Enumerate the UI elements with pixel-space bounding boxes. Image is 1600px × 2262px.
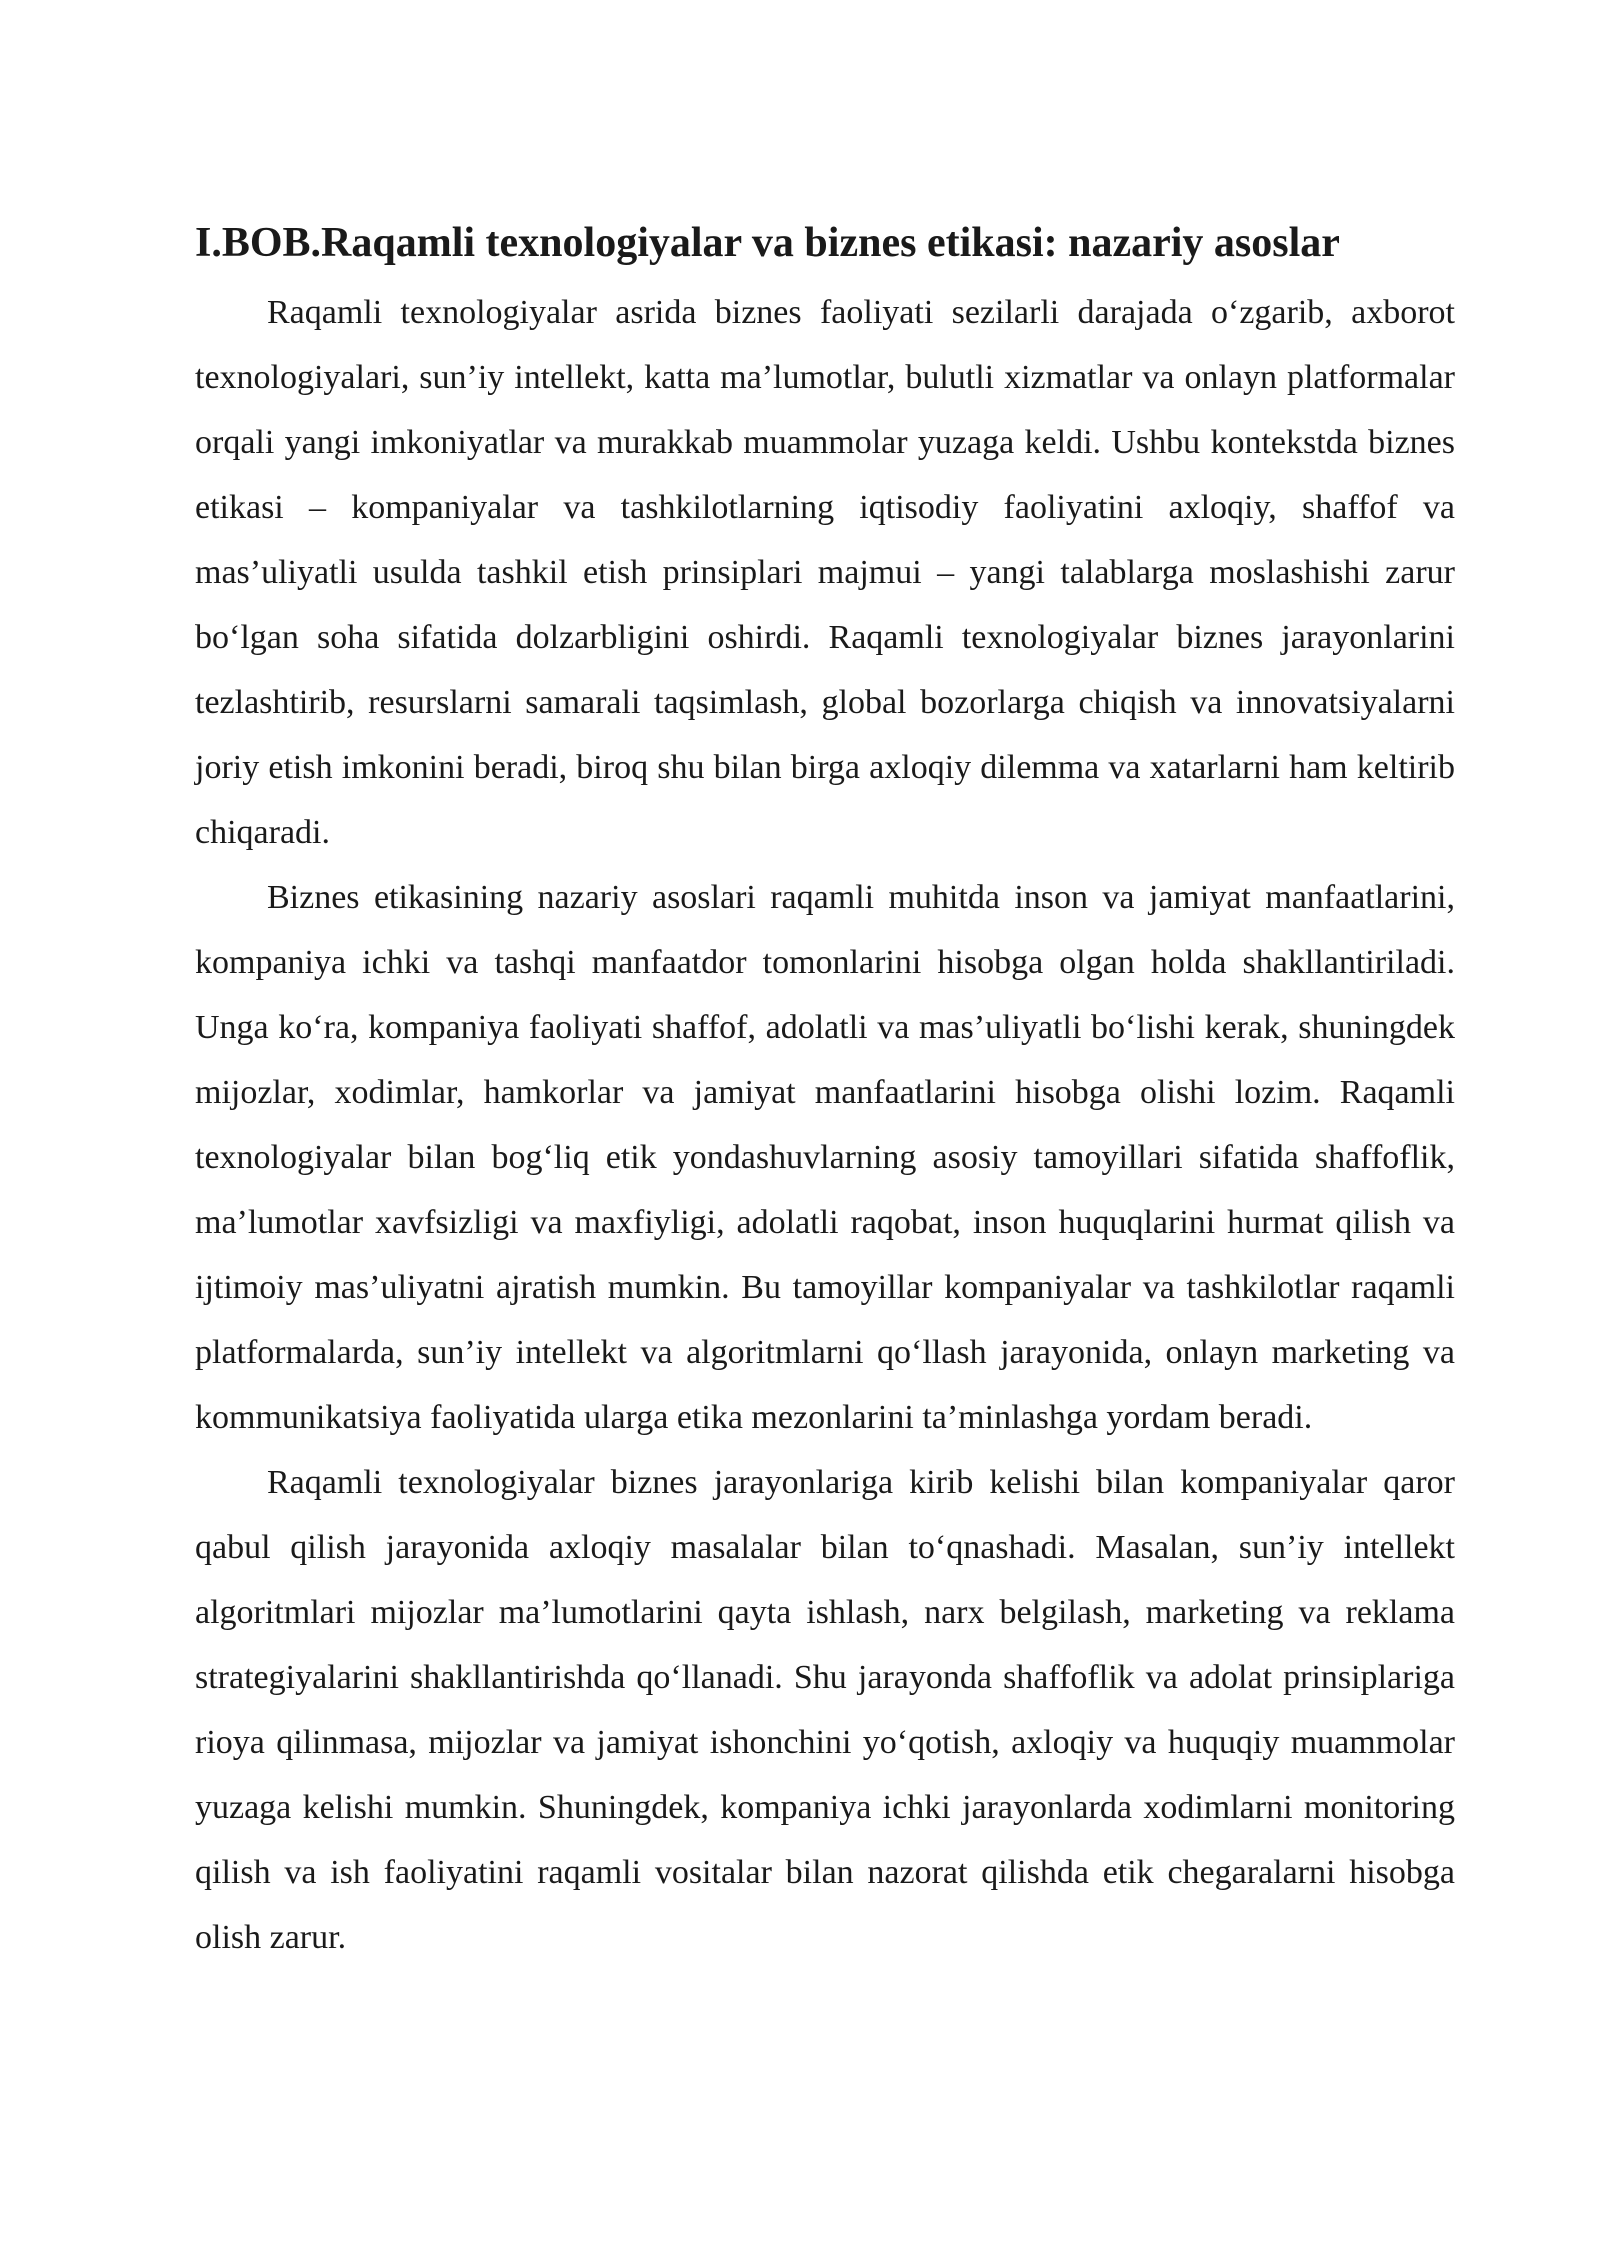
paragraph-1: Raqamli texnologiyalar asrida biznes faoliyati sezilarli darajada o‘zgarib, axborot texnologiyalari, sun’iy intellekt, katta ma’lumotlar, bulutli xizmatlar va onlayn platformalar orqali yangi imkoniyatlar va murakkab muammolar yuzaga keldi. Ushbu kontekstda biznes etikasi – kompaniyalar va tashkilotlarning iqtisodiy faoliyatini axloqiy, shaffof va mas’uliyatli usulda tashkil etish prinsiplari majmui – yangi talablarga moslashishi zarur bo‘lgan soha sifatida dolzarbligini oshirdi. Raqamli texnologiyalar biznes jarayonlarini tezlashtirib, resurslarni samarali taqsimlash, global bozorlarga chiqish va innovatsiyalarni joriy etish imkonini beradi, biroq shu bilan birga axloqiy dilemma va xatarlarni ham keltirib chiqaradi. — [195, 294, 1455, 851]
document-body — [195, 212, 1455, 1970]
chapter-heading: I.BOB.Raqamli texnologiyalar va biznes etikasi: nazariy asoslar — [195, 220, 1340, 266]
paragraph-2: Biznes etikasining nazariy asoslari raqamli muhitda inson va jamiyat manfaatlarini, kompaniya ichki va tashqi manfaatdor tomonlarini hisobga olgan holda shakllantiriladi. Unga ko‘ra, kompaniya faoliyati shaffof, adolatli va mas’uliyatli bo‘lishi kerak, shuningdek mijozlar, xodimlar, hamkorlar va jamiyat manfaatlarini hisobga olishi lozim. Raqamli texnologiyalar bilan bog‘liq etik yondashuvlarning asosiy tamoyillari sifatida shaffoflik, ma’lumotlar xavfsizligi va maxfiyligi, adolatli raqobat, inson huquqlarini hurmat qilish va ijtimoiy mas’uliyatni ajratish mumkin. Bu tamoyillar kompaniyalar va tashkilotlar raqamli platformalarda, sun’iy intellekt va algoritmlarni qo‘llash jarayonida, onlayn marketing va kommunikatsiya faoliyatida ularga etika mezonlarini ta’minlashga yordam beradi. — [195, 879, 1455, 1436]
paragraph-3: Raqamli texnologiyalar biznes jarayonlariga kirib kelishi bilan kompaniyalar qaror qabul qilish jarayonida axloqiy masalalar bilan to‘qnashadi. Masalan, sun’iy intellekt algoritmlari mijozlar ma’lumotlarini qayta ishlash, narx belgilash, marketing va reklama strategiyalarini shakllantirishda qo‘llanadi. Shu jarayonda shaffoflik va adolat prinsiplariga rioya qilinmasa, mijozlar va jamiyat ishonchini yo‘qotish, axloqiy va huquqiy muammolar yuzaga kelishi mumkin. Shuningdek, kompaniya ichki jarayonlarda xodimlarni monitoring qilish va ish faoliyatini raqamli vositalar bilan nazorat qilishda etik chegaralarni hisobga olish zarur. — [195, 1464, 1455, 1956]
